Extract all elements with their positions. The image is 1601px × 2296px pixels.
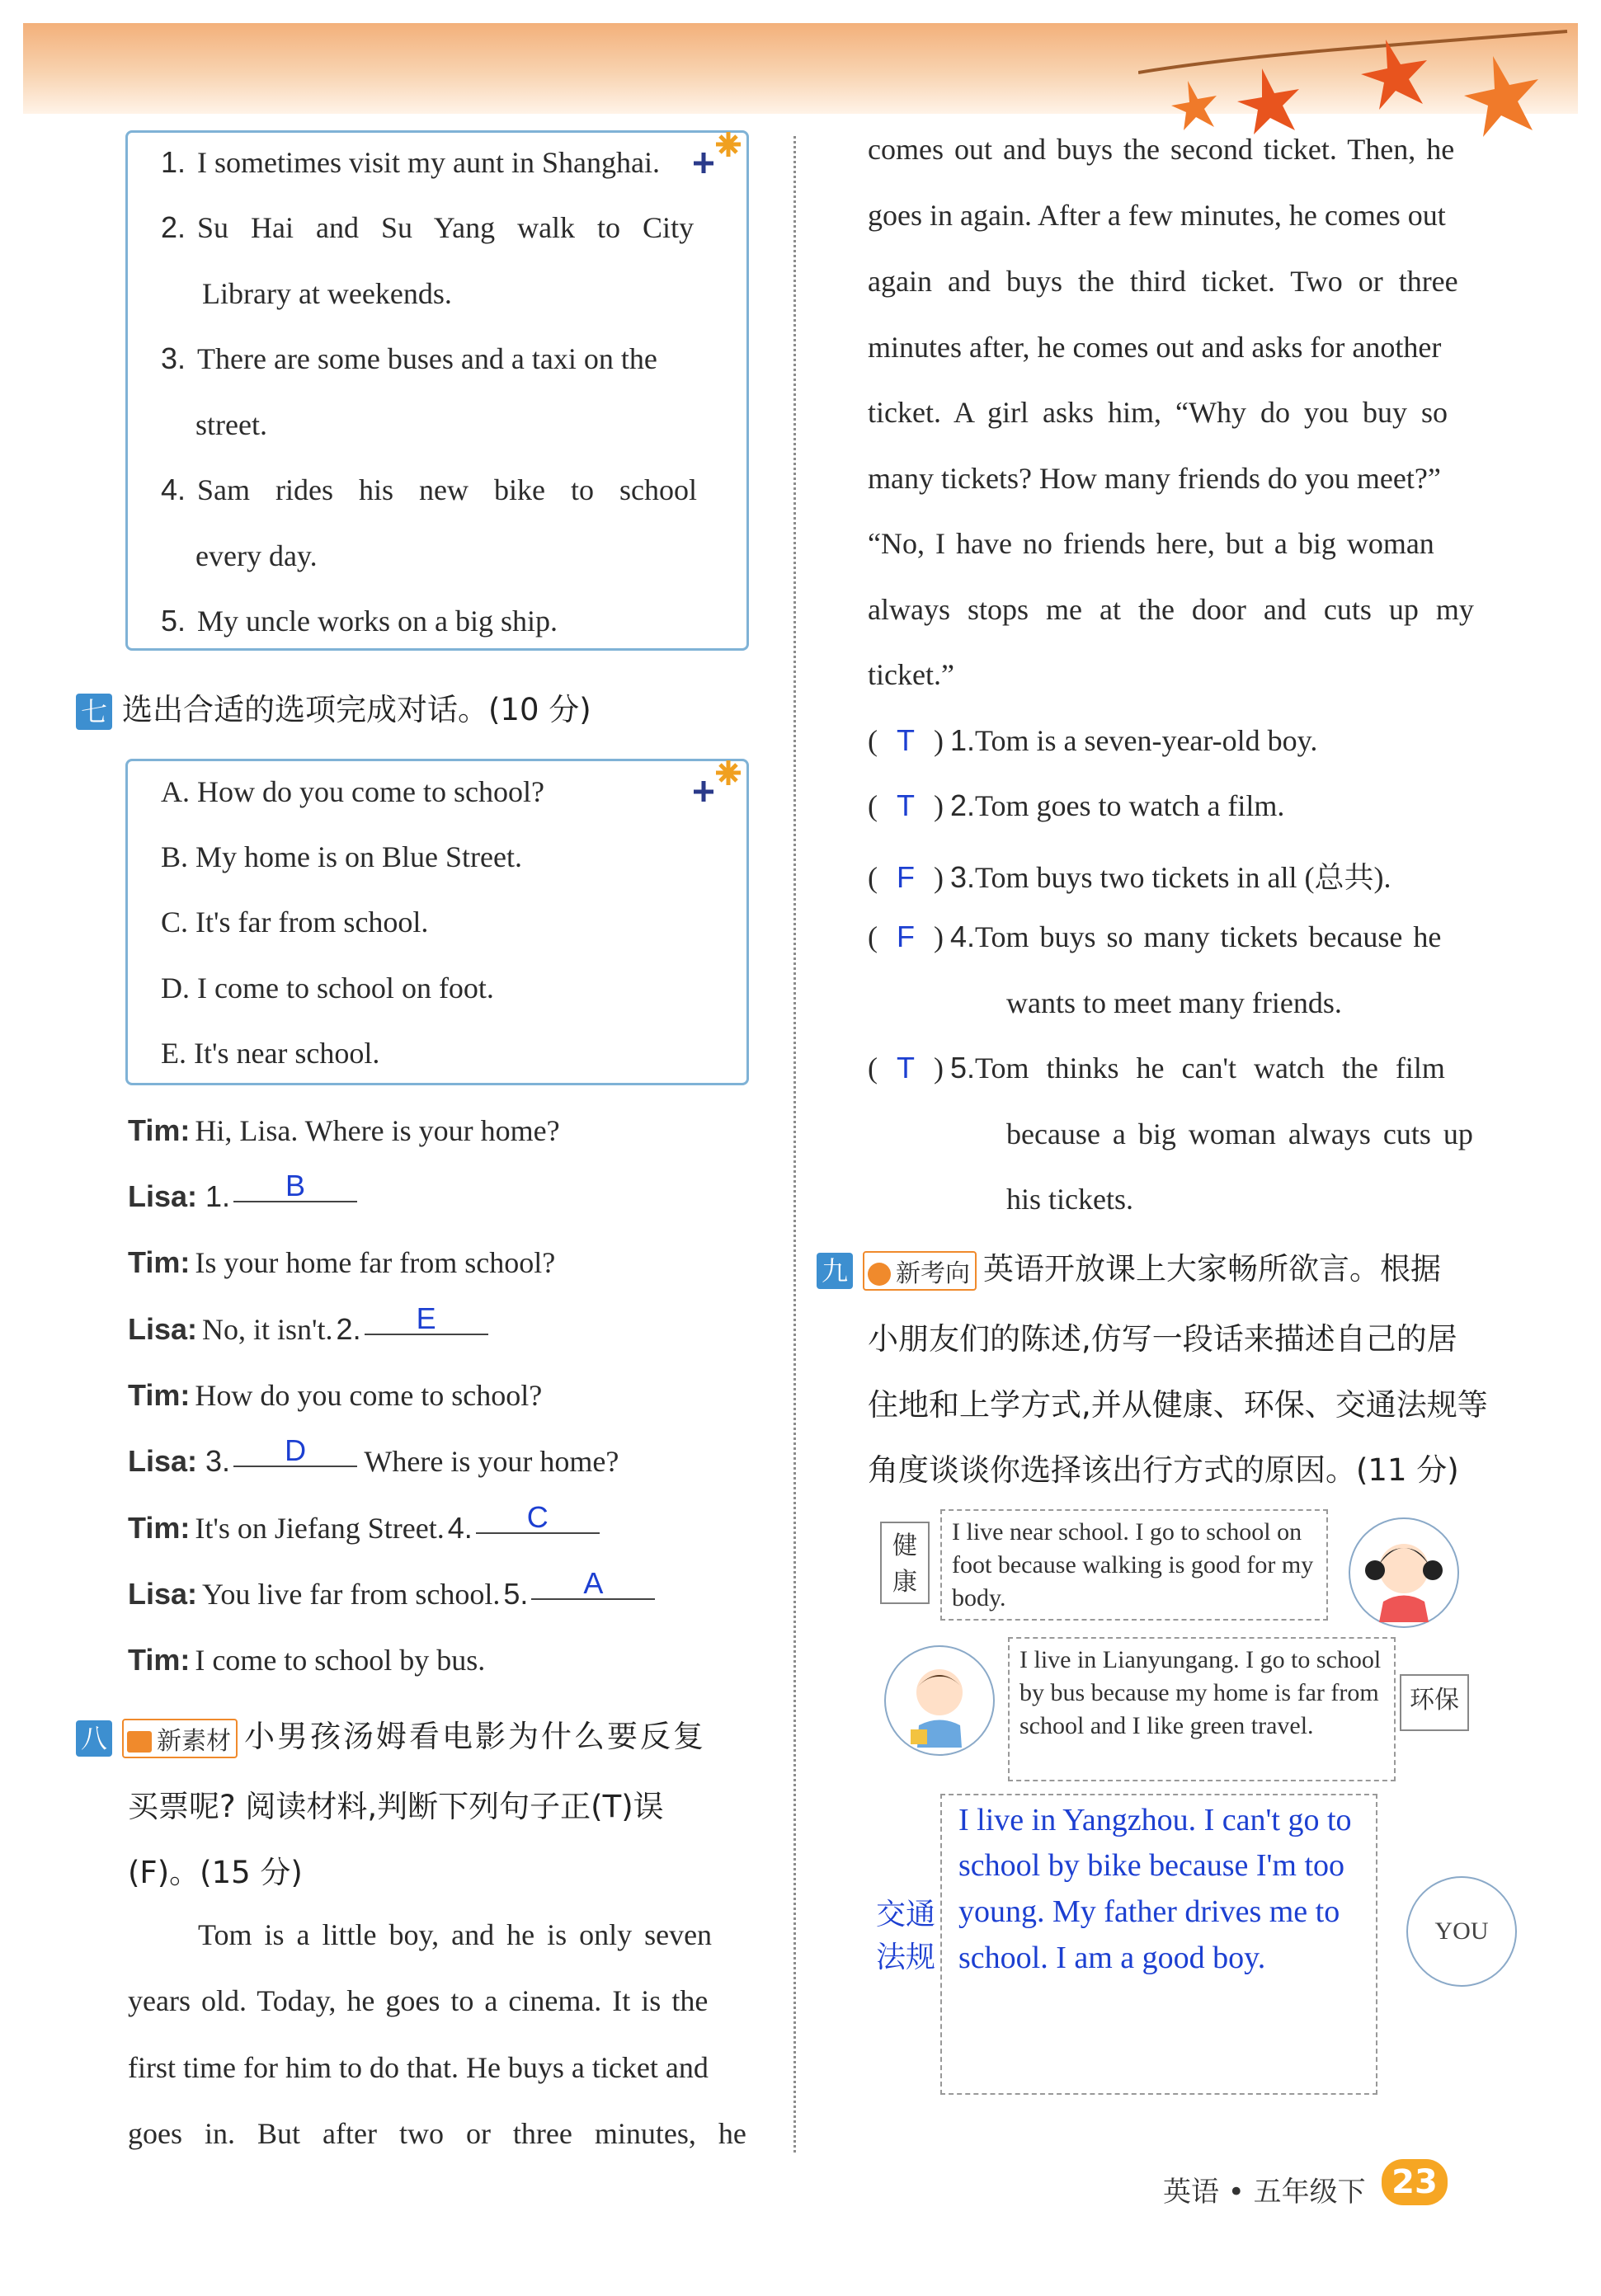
tf-item-4-cont: wants to meet many friends. — [1006, 986, 1342, 1019]
dialogue-line: Tim: Hi, Lisa. Where is your home? — [128, 1113, 560, 1147]
tf-item-4: ( F ) 4.Tom buys so many tickets because he — [868, 920, 1442, 953]
section-8-title-line: 买票呢? 阅读材料,判断下列句子正(T)误 — [128, 1789, 664, 1824]
passage-line: always stops me at the door and cuts up my — [868, 593, 1474, 626]
option-a: A. How do you come to school? — [161, 775, 544, 808]
list-item: street. — [195, 408, 267, 441]
compass-icon — [868, 1263, 891, 1286]
options-box — [125, 759, 749, 1085]
passage-line: ticket.” — [868, 658, 954, 691]
option-d: D. I come to school on foot. — [161, 972, 494, 1004]
sparkle-icon — [691, 124, 749, 181]
list-item: 5. My uncle works on a big ship. — [161, 604, 558, 638]
dialogue-line: Lisa: 1. B — [128, 1179, 357, 1214]
passage-line: comes out and buys the second ticket. Then, he — [868, 133, 1455, 166]
dialogue-line: Tim: Is your home far from school? — [128, 1245, 556, 1279]
list-item: 3. There are some buses and a taxi on the — [161, 341, 657, 375]
passage-line: goes in again. After a few minutes, he comes out — [868, 199, 1446, 232]
option-b: B. My home is on Blue Street. — [161, 840, 522, 873]
section-9-title: 九 新考向 英语开放课上大家畅所欲言。根据 — [817, 1244, 1441, 1291]
answer-blank-4[interactable]: C — [476, 1503, 600, 1534]
you-circle: YOU — [1406, 1876, 1517, 1987]
tf-answer-2[interactable]: T — [897, 788, 915, 822]
answer-blank-1[interactable]: B — [233, 1171, 357, 1202]
maple-leaves-icon — [1138, 23, 1584, 147]
girl-avatar — [1349, 1517, 1459, 1628]
passage-line: “No, I have no friends here, but a big woman — [868, 527, 1434, 560]
answer-line: school by bike because I'm too — [958, 1848, 1345, 1883]
answer-blank-3[interactable]: D — [233, 1436, 357, 1467]
passage-line: years old. Today, he goes to a cinema. It is the — [128, 1984, 709, 2017]
tf-item-2: ( T ) 2.Tom goes to watch a film. — [868, 788, 1285, 822]
tf-item-1: ( T ) 1.Tom is a seven-year-old boy. — [868, 723, 1318, 757]
dialogue-line: Tim: It's on Jiefang Street. 4. C — [128, 1511, 600, 1546]
answer-blank-5[interactable]: A — [531, 1569, 655, 1600]
list-item: 2. Su Hai and Su Yang walk to City — [161, 210, 695, 244]
section-7-badge: 七 — [76, 694, 112, 730]
passage-line: many tickets? How many friends do you meet?” — [868, 462, 1441, 495]
folder-icon — [127, 1731, 152, 1753]
sentence-box — [125, 130, 749, 651]
passage-line: again and buys the third ticket. Two or three — [868, 265, 1458, 298]
section-8-title-line: (F)。(15 分) — [128, 1855, 303, 1890]
dialogue-line: Lisa: No, it isn't. 2. E — [128, 1312, 488, 1347]
sparkle-icon — [691, 752, 749, 810]
tf-answer-3[interactable]: F — [897, 860, 915, 894]
section-8-badge: 八 — [76, 1720, 112, 1757]
tf-answer-1[interactable]: T — [897, 723, 915, 757]
section-9-title-line: 住地和上学方式,并从健康、环保、交通法规等 — [868, 1387, 1488, 1423]
tf-item-5: ( T ) 5.Tom thinks he can't watch the film — [868, 1051, 1445, 1084]
boy-avatar-icon — [886, 1647, 993, 1754]
answer-line: school. I am a good boy. — [958, 1941, 1266, 1975]
passage-line: ticket. A girl asks him, “Why do you buy so — [868, 396, 1448, 429]
speech-bubble-1: I live near school. I go to school on foot because walking is good for my body. — [940, 1509, 1328, 1621]
list-item: 1. I sometimes visit my aunt in Shanghai. — [161, 145, 660, 179]
footer-subject: 英语 • 五年级下 — [1163, 2176, 1366, 2209]
new-material-tag: 新素材 — [122, 1719, 238, 1758]
boy-avatar — [884, 1645, 995, 1756]
tf-answer-4[interactable]: F — [897, 920, 915, 953]
speech-bubble-2: I live in Lianyungang. I go to school by bus because my home is far from school and I like green travel. — [1008, 1637, 1396, 1781]
section-9-badge: 九 — [817, 1253, 853, 1289]
section-8-title: 八 新素材 小男孩汤姆看电影为什么要反复 — [76, 1711, 706, 1758]
tf-item-5-cont: his tickets. — [1006, 1183, 1133, 1216]
passage-line: goes in. But after two or three minutes, he — [128, 2117, 746, 2150]
new-direction-tag: 新考向 — [863, 1251, 977, 1291]
tf-item-5-cont: because a big woman always cuts up — [1006, 1117, 1473, 1150]
tf-item-3: ( F ) 3.Tom buys two tickets in all (总共). — [868, 860, 1391, 894]
answer-line: I live in Yangzhou. I can't go to — [958, 1803, 1352, 1837]
girl-avatar-icon — [1350, 1519, 1457, 1626]
answer-blank-2[interactable]: E — [365, 1304, 488, 1335]
column-divider — [793, 136, 796, 2152]
list-item: 4. Sam rides his new bike to school — [161, 473, 697, 506]
dialogue-line: Lisa: You live far from school. 5. A — [128, 1577, 655, 1611]
list-item: Library at weekends. — [202, 277, 452, 310]
answer-line: young. My father drives me to — [958, 1894, 1340, 1929]
list-item: every day. — [195, 539, 318, 572]
page-number: 23 — [1382, 2159, 1448, 2205]
section-9-title-line: 角度谈谈你选择该出行方式的原因。(11 分) — [868, 1452, 1459, 1488]
topic-traffic-rules: 交通法规 — [876, 1898, 936, 1974]
dialogue-line: Tim: How do you come to school? — [128, 1378, 543, 1412]
section-9-title-line: 小朋友们的陈述,仿写一段话来描述自己的居 — [868, 1321, 1457, 1357]
section-7-title: 七 选出合适的选项完成对话。(10 分) — [76, 685, 591, 730]
dialogue-line: Lisa: 3. D Where is your home? — [128, 1433, 619, 1478]
option-e: E. It's near school. — [161, 1037, 380, 1070]
passage-line: minutes after, he comes out and asks for another — [868, 331, 1442, 364]
topic-environment: 环保 — [1400, 1674, 1469, 1731]
topic-health: 健康 — [880, 1522, 930, 1604]
dialogue-line: Tim: I come to school by bus. — [128, 1643, 486, 1677]
passage-line: first time for him to do that. He buys a ticket and — [128, 2051, 709, 2084]
option-c: C. It's far from school. — [161, 906, 429, 939]
passage-line: Tom is a little boy, and he is only seven — [198, 1918, 713, 1951]
tf-answer-5[interactable]: T — [897, 1051, 915, 1084]
